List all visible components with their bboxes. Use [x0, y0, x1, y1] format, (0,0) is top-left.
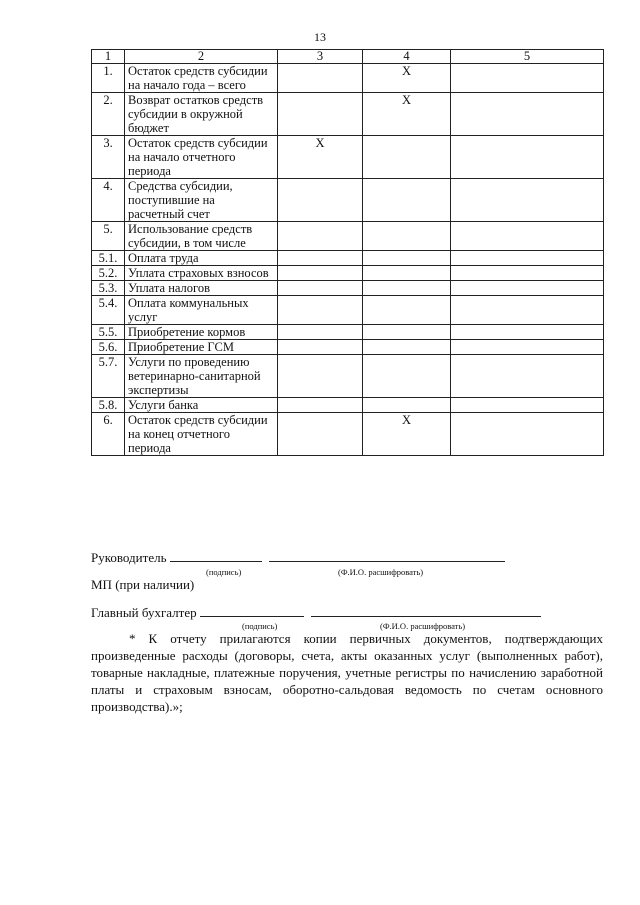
row-number: 1. — [92, 64, 125, 93]
row-number: 4. — [92, 179, 125, 222]
row-number: 5.4. — [92, 296, 125, 325]
cell-col5 — [451, 266, 604, 281]
cell-col5 — [451, 398, 604, 413]
row-name: Использование средств субсидии, в том числе — [125, 222, 278, 251]
column-header: 4 — [363, 50, 451, 64]
row-name: Оплата коммунальных услуг — [125, 296, 278, 325]
row-number: 6. — [92, 413, 125, 456]
head-sign-caption: (подпись) — [206, 567, 242, 577]
column-header: 5 — [451, 50, 604, 64]
accountant-sign-caption: (подпись) — [242, 621, 278, 631]
accountant-label: Главный бухгалтер — [91, 605, 197, 620]
cell-col4 — [363, 266, 451, 281]
footnote — [91, 630, 603, 715]
cell-col3 — [278, 340, 363, 355]
row-number: 5.8. — [92, 398, 125, 413]
table-row — [92, 251, 604, 266]
table-row — [92, 179, 604, 222]
cell-col4: X — [363, 413, 451, 456]
cell-col4 — [363, 340, 451, 355]
cell-col3 — [278, 266, 363, 281]
head-label: Руководитель — [91, 550, 167, 565]
cell-col4: X — [363, 64, 451, 93]
column-header: 3 — [278, 50, 363, 64]
row-name: Уплата налогов — [125, 281, 278, 296]
cell-col3 — [278, 281, 363, 296]
subsidy-report-table — [91, 49, 604, 456]
cell-col3 — [278, 222, 363, 251]
cell-col4 — [363, 281, 451, 296]
table-row — [92, 325, 604, 340]
cell-col5 — [451, 93, 604, 136]
row-number: 2. — [92, 93, 125, 136]
page-number: 13 — [314, 30, 326, 44]
table-row — [92, 355, 604, 398]
table-header-row — [92, 50, 604, 64]
table-row — [92, 136, 604, 179]
cell-col5 — [451, 281, 604, 296]
row-number: 5.1. — [92, 251, 125, 266]
row-name: Приобретение кормов — [125, 325, 278, 340]
row-number: 5.7. — [92, 355, 125, 398]
cell-col3 — [278, 251, 363, 266]
cell-col3 — [278, 413, 363, 456]
cell-col5 — [451, 251, 604, 266]
head-signature-line — [91, 549, 505, 566]
row-name: Оплата труда — [125, 251, 278, 266]
column-header: 1 — [92, 50, 125, 64]
row-name: Возврат остатков средств субсидии в окружной бюджет — [125, 93, 278, 136]
row-name: Услуги по проведению ветеринарно-санитарной экспертизы — [125, 355, 278, 398]
cell-col5 — [451, 296, 604, 325]
column-header: 2 — [125, 50, 278, 64]
table-row — [92, 281, 604, 296]
stamp-label: МП (при наличии) — [91, 577, 195, 592]
table-row — [92, 398, 604, 413]
cell-col5 — [451, 355, 604, 398]
cell-col5 — [451, 136, 604, 179]
row-name: Средства субсидии, поступившие на расчетный счет — [125, 179, 278, 222]
cell-col5 — [451, 413, 604, 456]
cell-col3 — [278, 325, 363, 340]
accountant-name-caption: (Ф.И.О. расшифровать) — [380, 621, 466, 631]
row-number: 5.3. — [92, 281, 125, 296]
footnote-text: * К отчету прилагаются копии первичных документов, подтверждающих произведенные расходы (договоры, счета, акты оказанных услуг (выполненных работ), товарные накладные, платежные поручения, учетные регистры по начислению заработной платы и страховым взносам, оборотно-сальдовая ведомость по счетам основного производства).»; — [91, 631, 603, 714]
cell-col4 — [363, 355, 451, 398]
table-row — [92, 222, 604, 251]
cell-col3 — [278, 296, 363, 325]
table-row — [92, 340, 604, 355]
row-number: 5.6. — [92, 340, 125, 355]
head-name-caption: (Ф.И.О. расшифровать) — [338, 567, 424, 577]
cell-col5 — [451, 325, 604, 340]
cell-col4 — [363, 325, 451, 340]
row-name: Приобретение ГСМ — [125, 340, 278, 355]
cell-col3 — [278, 355, 363, 398]
row-number: 3. — [92, 136, 125, 179]
cell-col4 — [363, 251, 451, 266]
cell-col4 — [363, 222, 451, 251]
table-row — [92, 64, 604, 93]
cell-col5 — [451, 179, 604, 222]
cell-col4 — [363, 179, 451, 222]
cell-col3: X — [278, 136, 363, 179]
accountant-name-line — [311, 604, 541, 617]
cell-col4 — [363, 136, 451, 179]
cell-col5 — [451, 222, 604, 251]
cell-col3 — [278, 93, 363, 136]
row-name: Услуги банка — [125, 398, 278, 413]
row-name: Уплата страховых взносов — [125, 266, 278, 281]
table-row — [92, 93, 604, 136]
table-row — [92, 266, 604, 281]
row-name: Остаток средств субсидии на начало отчетного периода — [125, 136, 278, 179]
row-number: 5.5. — [92, 325, 125, 340]
cell-col3 — [278, 398, 363, 413]
row-number: 5.2. — [92, 266, 125, 281]
row-name: Остаток средств субсидии на конец отчетного периода — [125, 413, 278, 456]
cell-col4 — [363, 296, 451, 325]
cell-col4 — [363, 398, 451, 413]
cell-col3 — [278, 64, 363, 93]
cell-col3 — [278, 179, 363, 222]
accountant-signature-line — [91, 604, 541, 621]
head-name-line — [269, 549, 505, 562]
table-row — [92, 296, 604, 325]
row-name: Остаток средств субсидии на начало года – всего — [125, 64, 278, 93]
table-row — [92, 413, 604, 456]
cell-col4: X — [363, 93, 451, 136]
row-number: 5. — [92, 222, 125, 251]
cell-col5 — [451, 64, 604, 93]
accountant-sign-line — [200, 604, 304, 617]
cell-col5 — [451, 340, 604, 355]
head-sign-line — [170, 549, 262, 562]
